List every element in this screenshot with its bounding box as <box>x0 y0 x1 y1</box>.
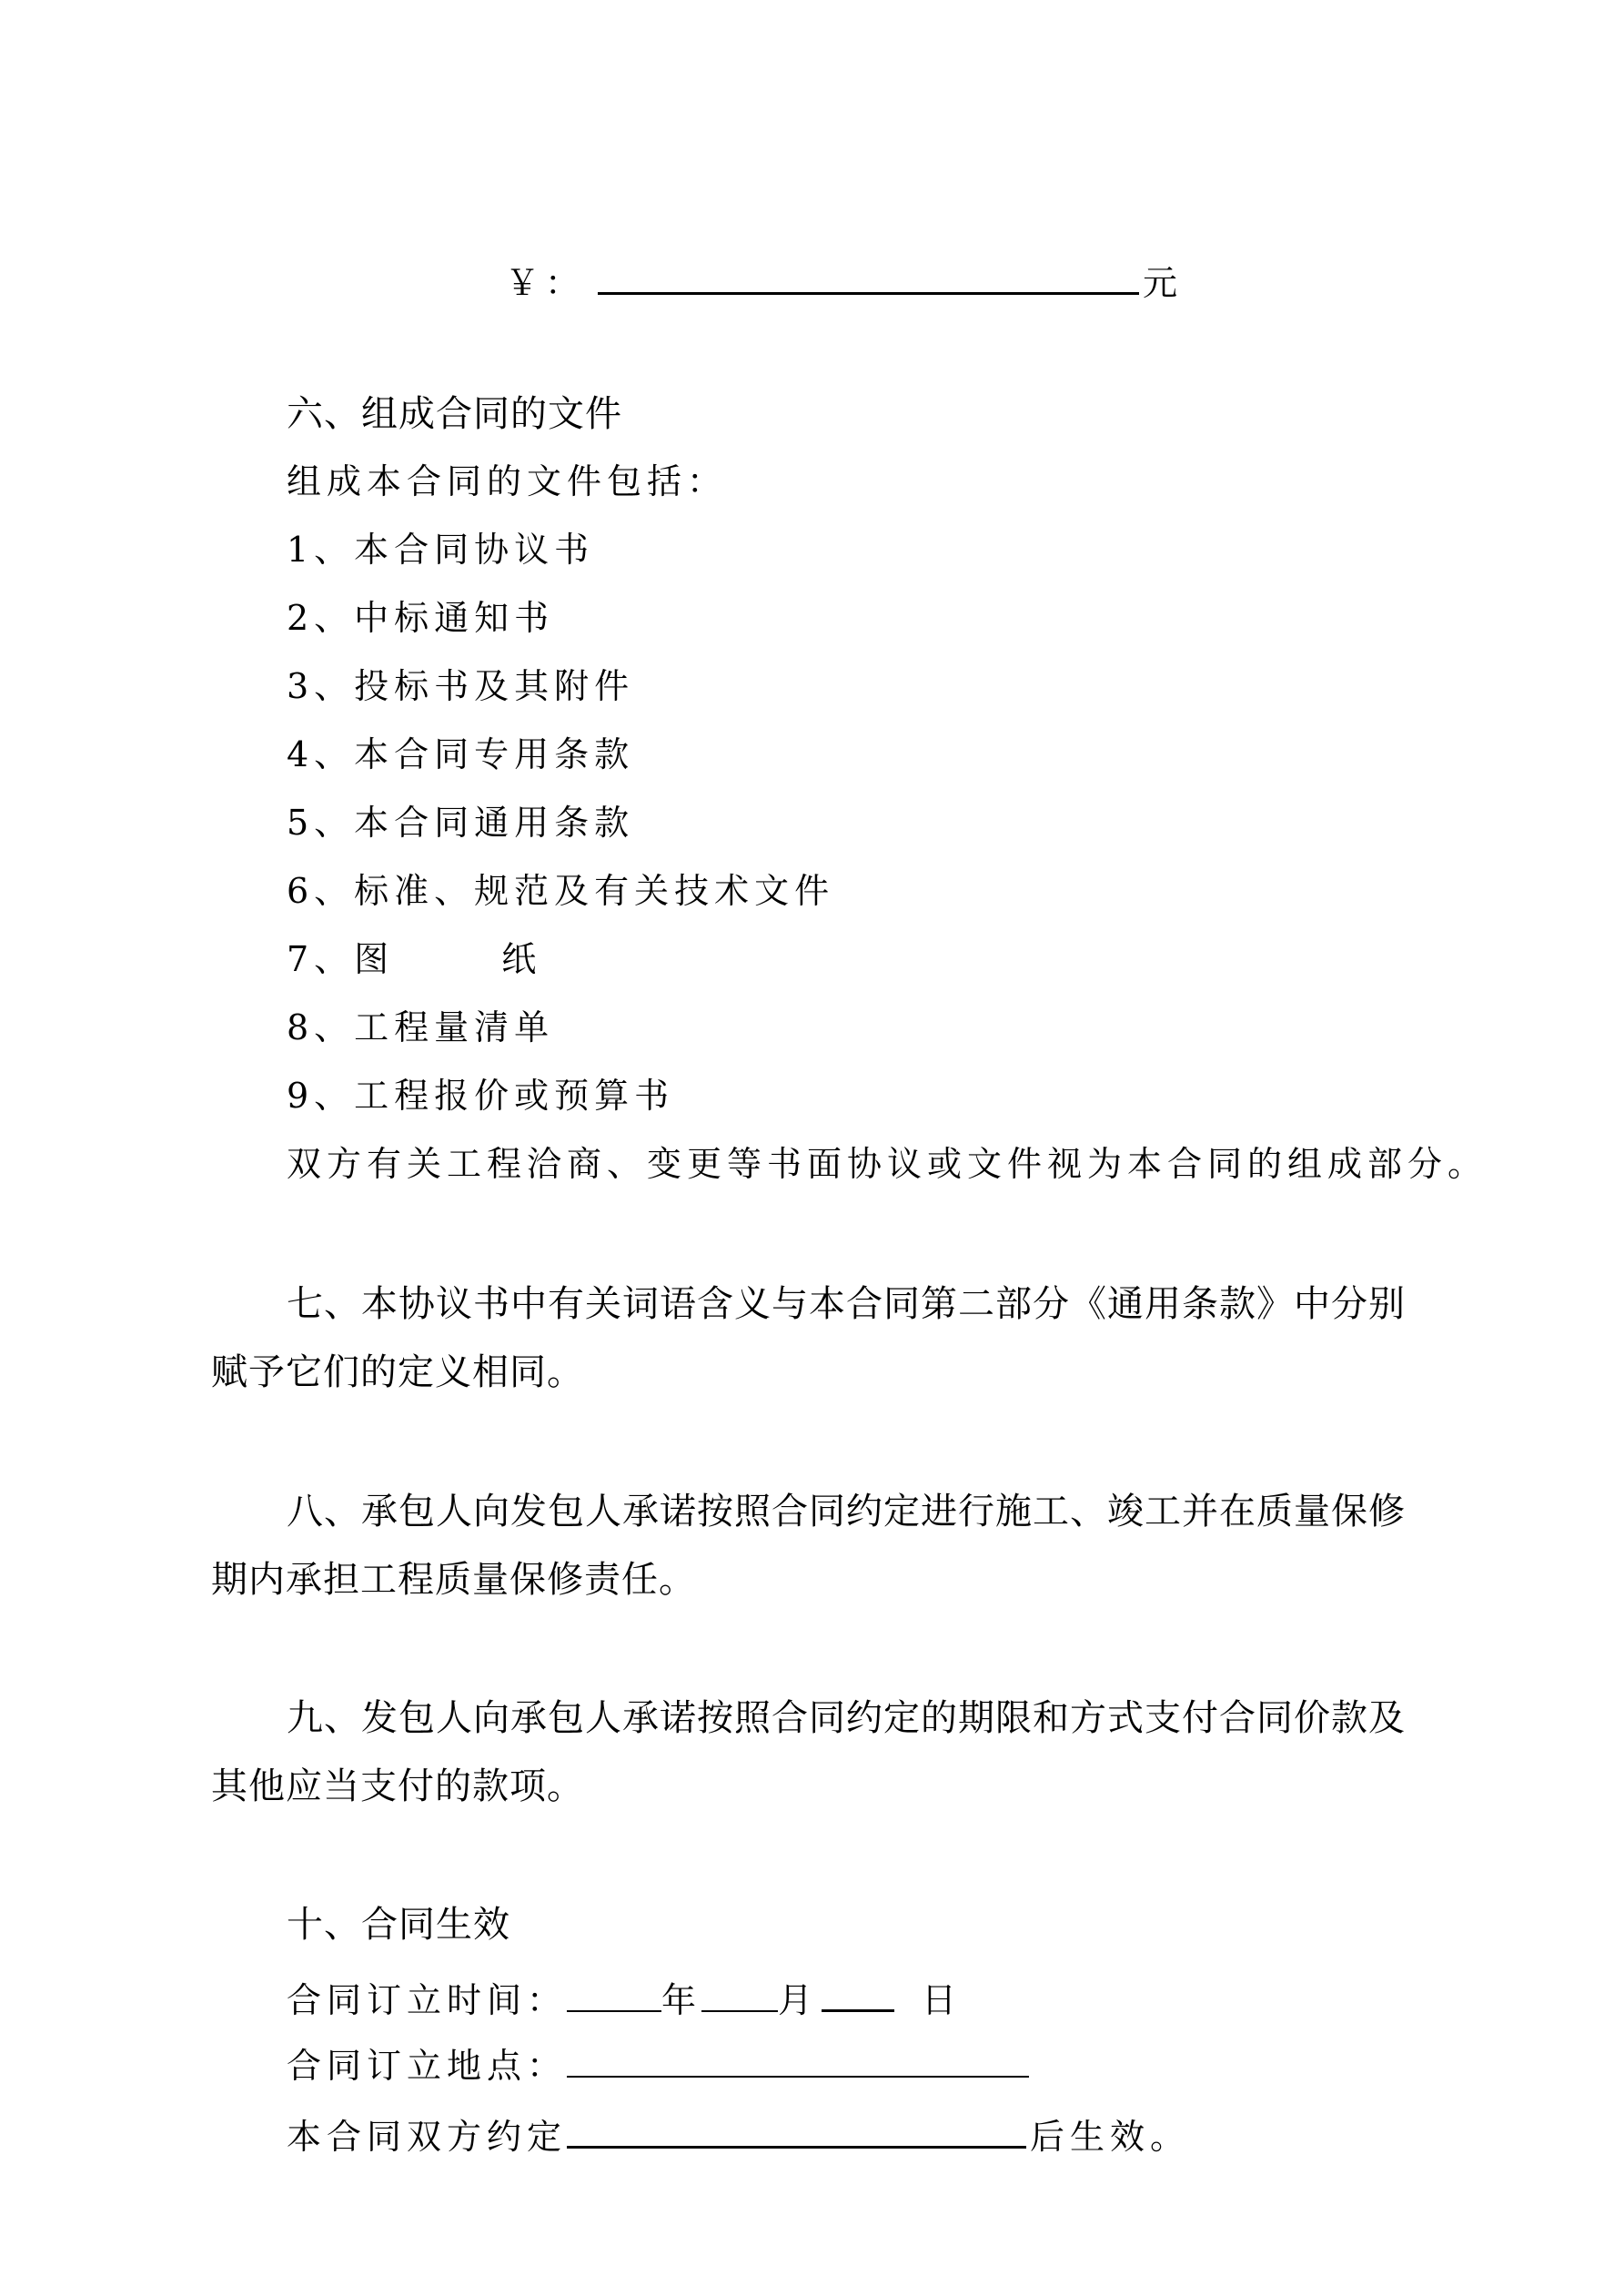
section6-item-9: 9、工程报价或预算书 <box>287 1076 675 1116</box>
contract-place-line <box>287 2043 1029 2086</box>
month-label: 月 <box>778 1980 819 2020</box>
section6-item-1: 1、本合同协议书 <box>287 530 595 570</box>
section10-heading: 十、合同生效 <box>287 1904 510 1946</box>
place-label: 合同订立地点： <box>287 2046 568 2086</box>
year-label: 年 <box>661 1980 702 2020</box>
section6-note: 双方有关工程洽商、变更等书面协议或文件视为本合同的组成部分。 <box>287 1144 1488 1184</box>
section6-item-7 <box>287 939 542 979</box>
day-label: 日 <box>922 1980 963 2020</box>
section6-item-3: 3、投标书及其附件 <box>287 666 635 706</box>
date-label: 合同订立时间： <box>287 1980 568 2020</box>
contract-effect-line <box>287 2111 1191 2157</box>
item7-prefix: 7、图 <box>287 939 395 979</box>
effect-suffix: 后生效。 <box>1030 2117 1191 2157</box>
price-line <box>505 258 1184 303</box>
month-blank[interactable] <box>701 1977 778 2012</box>
section8-line2: 期内承担工程质量保修责任。 <box>211 1559 696 1601</box>
section6-item-5: 5、本合同通用条款 <box>287 803 635 843</box>
item7-suffix: 纸 <box>501 939 542 979</box>
section9-line1: 九、发包人向承包人承诺按照合同约定的期限和方式支付合同价款及 <box>287 1697 1406 1739</box>
section6-heading: 六、组成合同的文件 <box>287 393 622 435</box>
effect-prefix: 本合同双方约定 <box>287 2117 568 2157</box>
contract-date-line <box>287 1975 962 2018</box>
section6-item-2: 2、中标通知书 <box>287 598 555 638</box>
effect-condition-blank[interactable] <box>567 2111 1026 2149</box>
section7-line1: 七、本协议书中有关词语含义与本合同第二部分《通用条款》中分别 <box>287 1283 1406 1325</box>
section8-line1: 八、承包人向发包人承诺按照合同约定进行施工、竣工并在质量保修 <box>287 1491 1406 1532</box>
yuan-symbol: ￥： <box>505 263 586 303</box>
section6-item-6: 6、标准、规范及有关技术文件 <box>287 871 835 911</box>
price-amount-blank[interactable] <box>598 258 1139 295</box>
price-unit: 元 <box>1143 263 1184 303</box>
place-blank[interactable] <box>567 2043 1029 2078</box>
year-blank[interactable] <box>567 1977 661 2012</box>
section6-intro: 组成本合同的文件包括： <box>287 461 728 501</box>
day-blank[interactable] <box>822 1975 894 2012</box>
section6-item-8: 8、工程量清单 <box>287 1007 555 1047</box>
section9-line2: 其他应当支付的款项。 <box>211 1765 584 1807</box>
section7-line2: 赋予它们的定义相同。 <box>211 1351 584 1393</box>
section6-item-4: 4、本合同专用条款 <box>287 734 635 774</box>
